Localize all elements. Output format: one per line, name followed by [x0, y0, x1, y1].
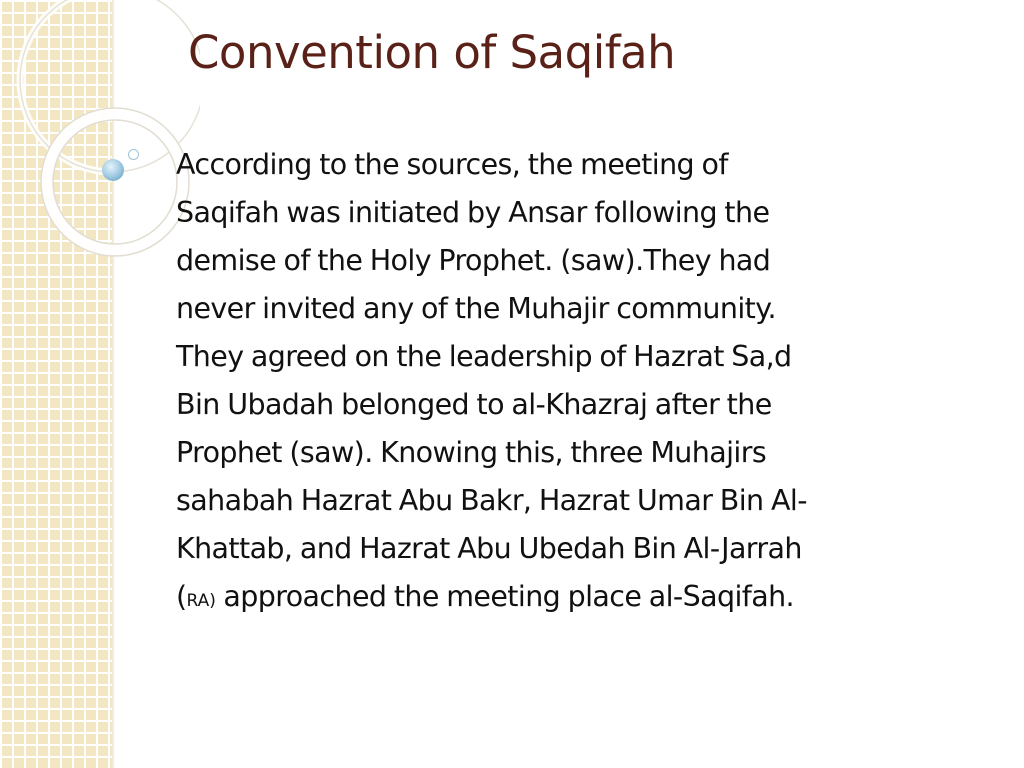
body-line: Bin Ubadah belonged to al-Khazraj after the [176, 388, 772, 421]
decorative-rings-icon [0, 0, 200, 300]
ra-abbreviation: RA) [186, 591, 216, 611]
body-line: never invited any of the Muhajir community. [176, 292, 776, 325]
body-line: They agreed on the leadership of Hazrat Sa,d [176, 340, 792, 373]
body-line: demise of the Holy Prophet. (saw).They had [176, 244, 771, 277]
body-line: Saqifah was initiated by Ansar following the [176, 196, 770, 229]
bullet-icon [128, 149, 139, 160]
slide-body-text [176, 141, 986, 625]
body-line: According to the sources, the meeting of [176, 148, 728, 181]
slide-title: Convention of Saqifah [188, 26, 676, 79]
open-paren: ( [176, 580, 187, 613]
last-line-text: approached the meeting place al-Saqifah. [215, 580, 794, 613]
body-line: sahabah Hazrat Abu Bakr, Hazrat Umar Bin Al- [176, 484, 807, 517]
body-line: Prophet (saw). Knowing this, three Muhajirs [176, 436, 767, 469]
body-line: Khattab, and Hazrat Abu Ubedah Bin Al-Jarrah [176, 532, 802, 565]
body-line-last [176, 573, 986, 625]
